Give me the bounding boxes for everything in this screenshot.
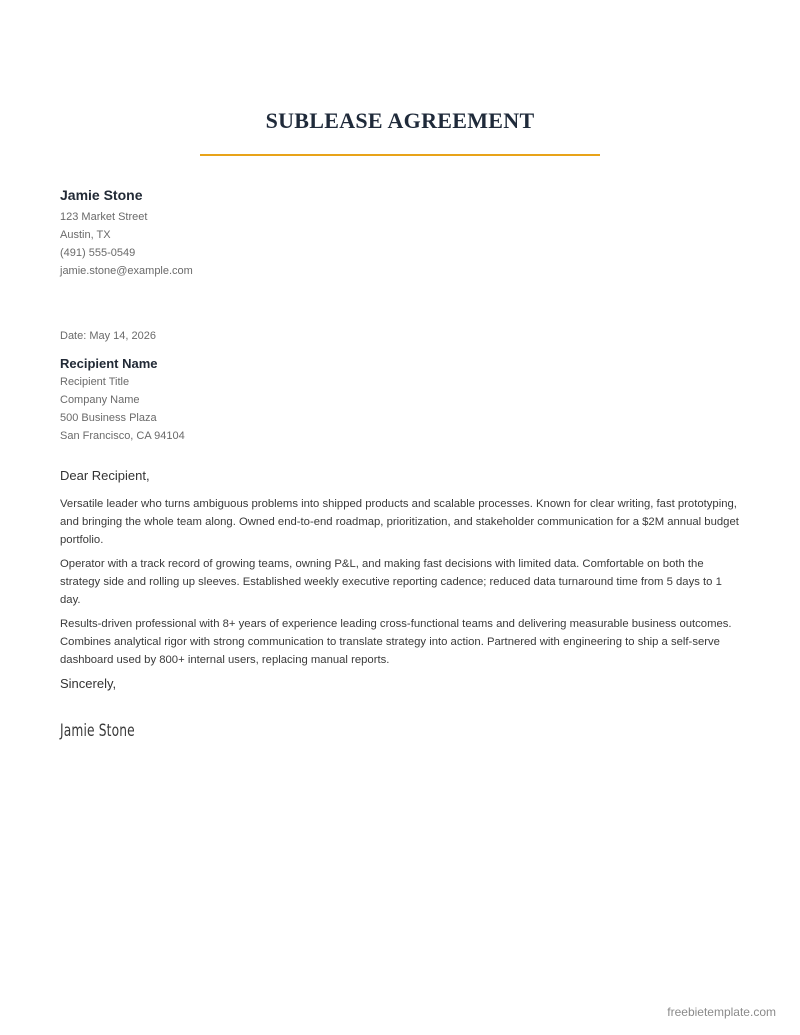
- body-paragraph: Results-driven professional with 8+ years of experience leading cross-functional teams and delivering measurable business outcomes. Combines analytical rigor with strong communication to translate strategy into action. Partnered with engineering to ship a self-serve dashboard used by 800+ internal users, replacing manual reports.: [60, 618, 732, 666]
- body-paragraph: Versatile leader who turns ambiguous problems into shipped products and scalable processes. Known for clear writing, fast prototyping, and bringing the whole team along. Owned end-to-end roadmap, prioritization, and stakeholder communication for a $2M annual budget portfolio.: [60, 498, 739, 546]
- sender-street: 123 Market Street: [60, 211, 148, 223]
- closing: Sincerely,: [60, 676, 117, 691]
- sender-phone: (491) 555-0549: [60, 247, 136, 259]
- signature: Jamie Stone: [60, 721, 135, 741]
- sender-block: [60, 186, 193, 280]
- page-title: SUBLEASE AGREEMENT: [265, 108, 535, 133]
- letter-body: [60, 495, 740, 675]
- recipient-title: Recipient Title: [60, 376, 130, 388]
- title-divider: [200, 154, 600, 156]
- recipient-company: Company Name: [60, 394, 140, 406]
- recipient-name: Recipient Name: [60, 356, 158, 371]
- sender-city: Austin, TX: [60, 229, 111, 241]
- letter-date: Date: May 14, 2026: [60, 330, 157, 342]
- footer-watermark: freebietemplate.com: [667, 1005, 776, 1019]
- salutation: Dear Recipient,: [60, 468, 150, 483]
- body-paragraph: Operator with a track record of growing teams, owning P&L, and making fast decisions with limited data. Comfortable on both the strategy side and rolling up sleeves. Established weekly executive reporting cadence; reduced data turnaround time from 5 days to 1 day.: [60, 558, 722, 606]
- recipient-street: 500 Business Plaza: [60, 412, 157, 424]
- recipient-city: San Francisco, CA 94104: [60, 430, 185, 442]
- recipient-block: [60, 355, 185, 445]
- sender-name: Jamie Stone: [60, 187, 143, 203]
- sender-email: jamie.stone@example.com: [60, 265, 193, 277]
